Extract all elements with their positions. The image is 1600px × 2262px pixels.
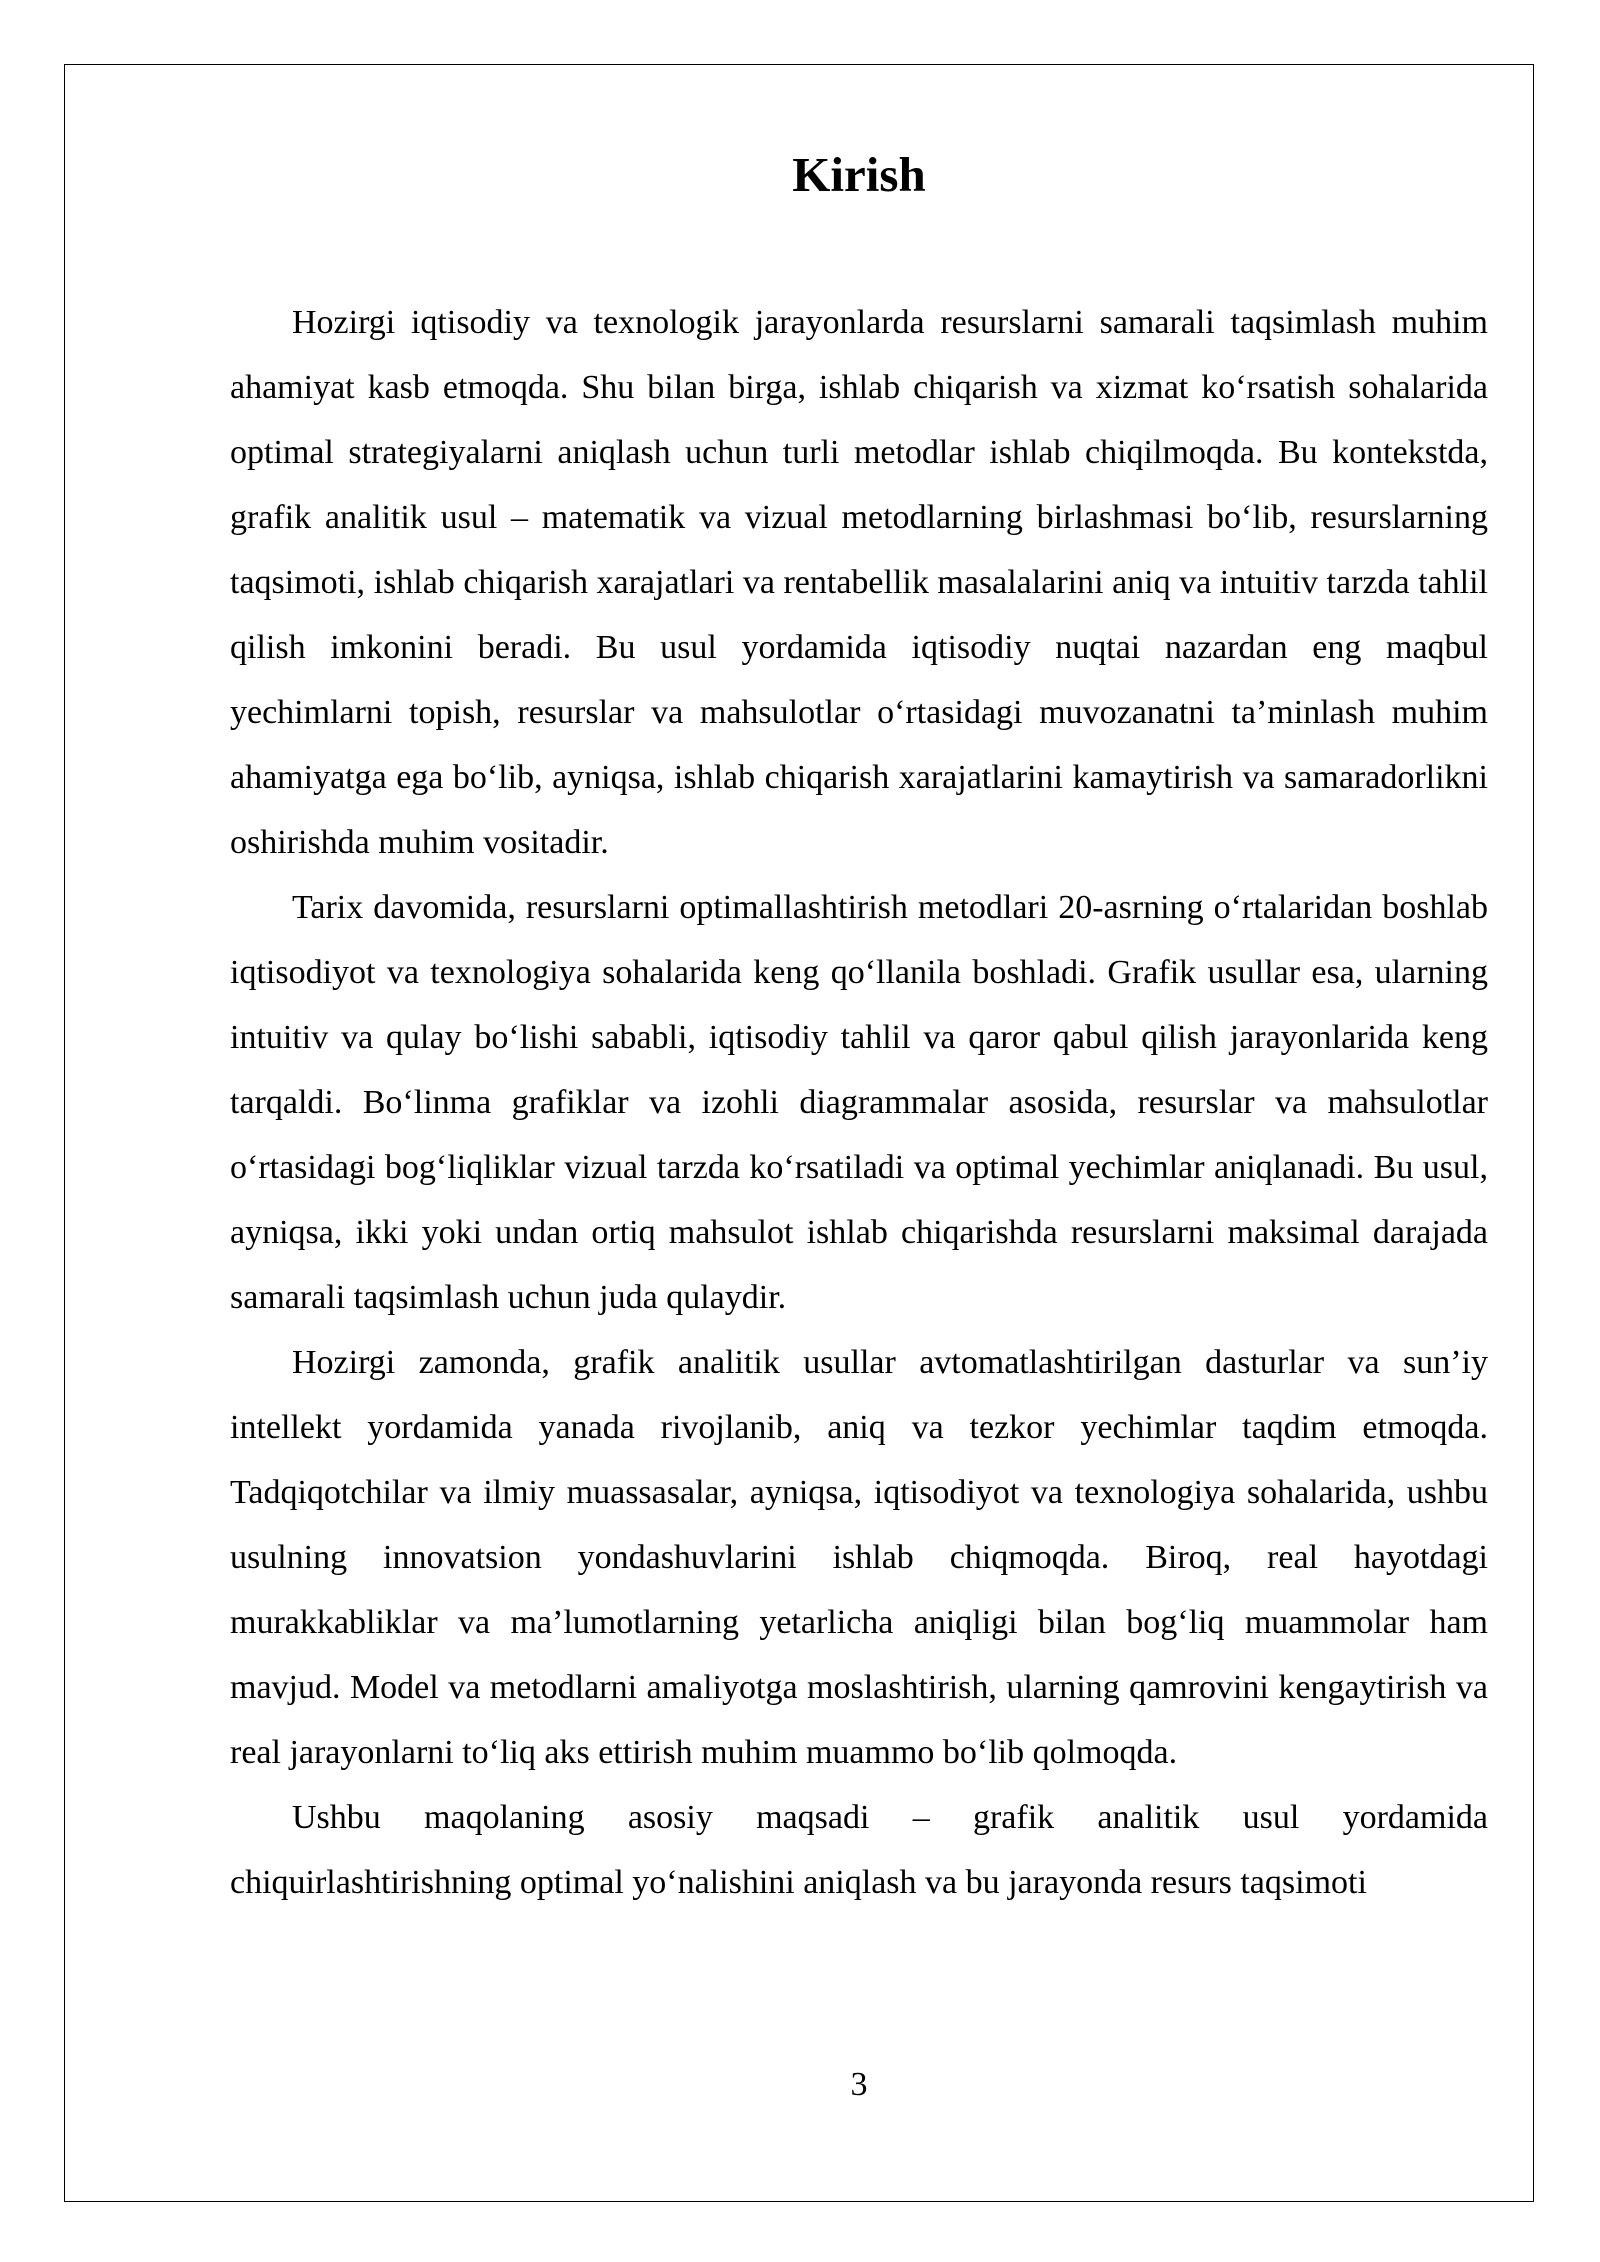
page-title: Kirish [792,147,926,202]
body-text [230,290,1488,1915]
paragraph-2: Tarix davomida, resurslarni optimallashtirish metodlari 20-asrning oʻrtalaridan boshlab iqtisodiyot va texnologiya sohalarida keng qoʻllanila boshladi. Grafik usullar esa, ularning intuitiv va qulay boʻlishi sababli, iqtisodiy tahlil va qaror qabul qilish jarayonlarida keng tarqaldi. Boʻlinma grafiklar va izohli diagrammalar asosida, resurslar va mahsulotlar oʻrtasidagi bogʻliqliklar vizual tarzda koʻrsatiladi va optimal yechimlar aniqlanadi. Bu usul, ayniqsa, ikki yoki undan ortiq mahsulot ishlab chiqarishda resurslarni maksimal darajada samarali taqsimlash uchun juda qulaydir. [230,889,1488,1316]
paragraph-1: Hozirgi iqtisodiy va texnologik jarayonlarda resurslarni samarali taqsimlash muhim ahamiyat kasb etmoqda. Shu bilan birga, ishlab chiqarish va xizmat koʻrsatish sohalarida optimal strategiyalarni aniqlash uchun turli metodlar ishlab chiqilmoqda. Bu kontekstda, grafik analitik usul – matematik va vizual metodlarning birlashmasi boʻlib, resurslarning taqsimoti, ishlab chiqarish xarajatlari va rentabellik masalalarini aniq va intuitiv tarzda tahlil qilish imkonini beradi. Bu usul yordamida iqtisodiy nuqtai nazardan eng maqbul yechimlarni topish, resurslar va mahsulotlar oʻrtasidagi muvozanatni ta’minlash muhim ahamiyatga ega boʻlib, ayniqsa, ishlab chiqarish xarajatlarini kamaytirish va samaradorlikni oshirishda muhim vositadir. [230,304,1488,861]
paragraph-3: Hozirgi zamonda, grafik analitik usullar avtomatlashtirilgan dasturlar va sun’iy intellekt yordamida yanada rivojlanib, aniq va tezkor yechimlar taqdim etmoqda. Tadqiqotchilar va ilmiy muassasalar, ayniqsa, iqtisodiyot va texnologiya sohalarida, ushbu usulning innovatsion yondashuvlarini ishlab chiqmoqda. Biroq, real hayotdagi murakkabliklar va ma’lumotlarning yetarlicha aniqligi bilan bogʻliq muammolar ham mavjud. Model va metodlarni amaliyotga moslashtirish, ularning qamrovini kengaytirish va real jarayonlarni toʻliq aks ettirish muhim muammo boʻlib qolmoqda. [230,1344,1488,1771]
paragraph-4: Ushbu maqolaning asosiy maqsadi – grafik analitik usul yordamida chiquirlashtirishning optimal yoʻnalishini aniqlash va bu jarayonda resurs taqsimoti [230,1799,1488,1901]
page-number: 3 [850,2066,868,2103]
